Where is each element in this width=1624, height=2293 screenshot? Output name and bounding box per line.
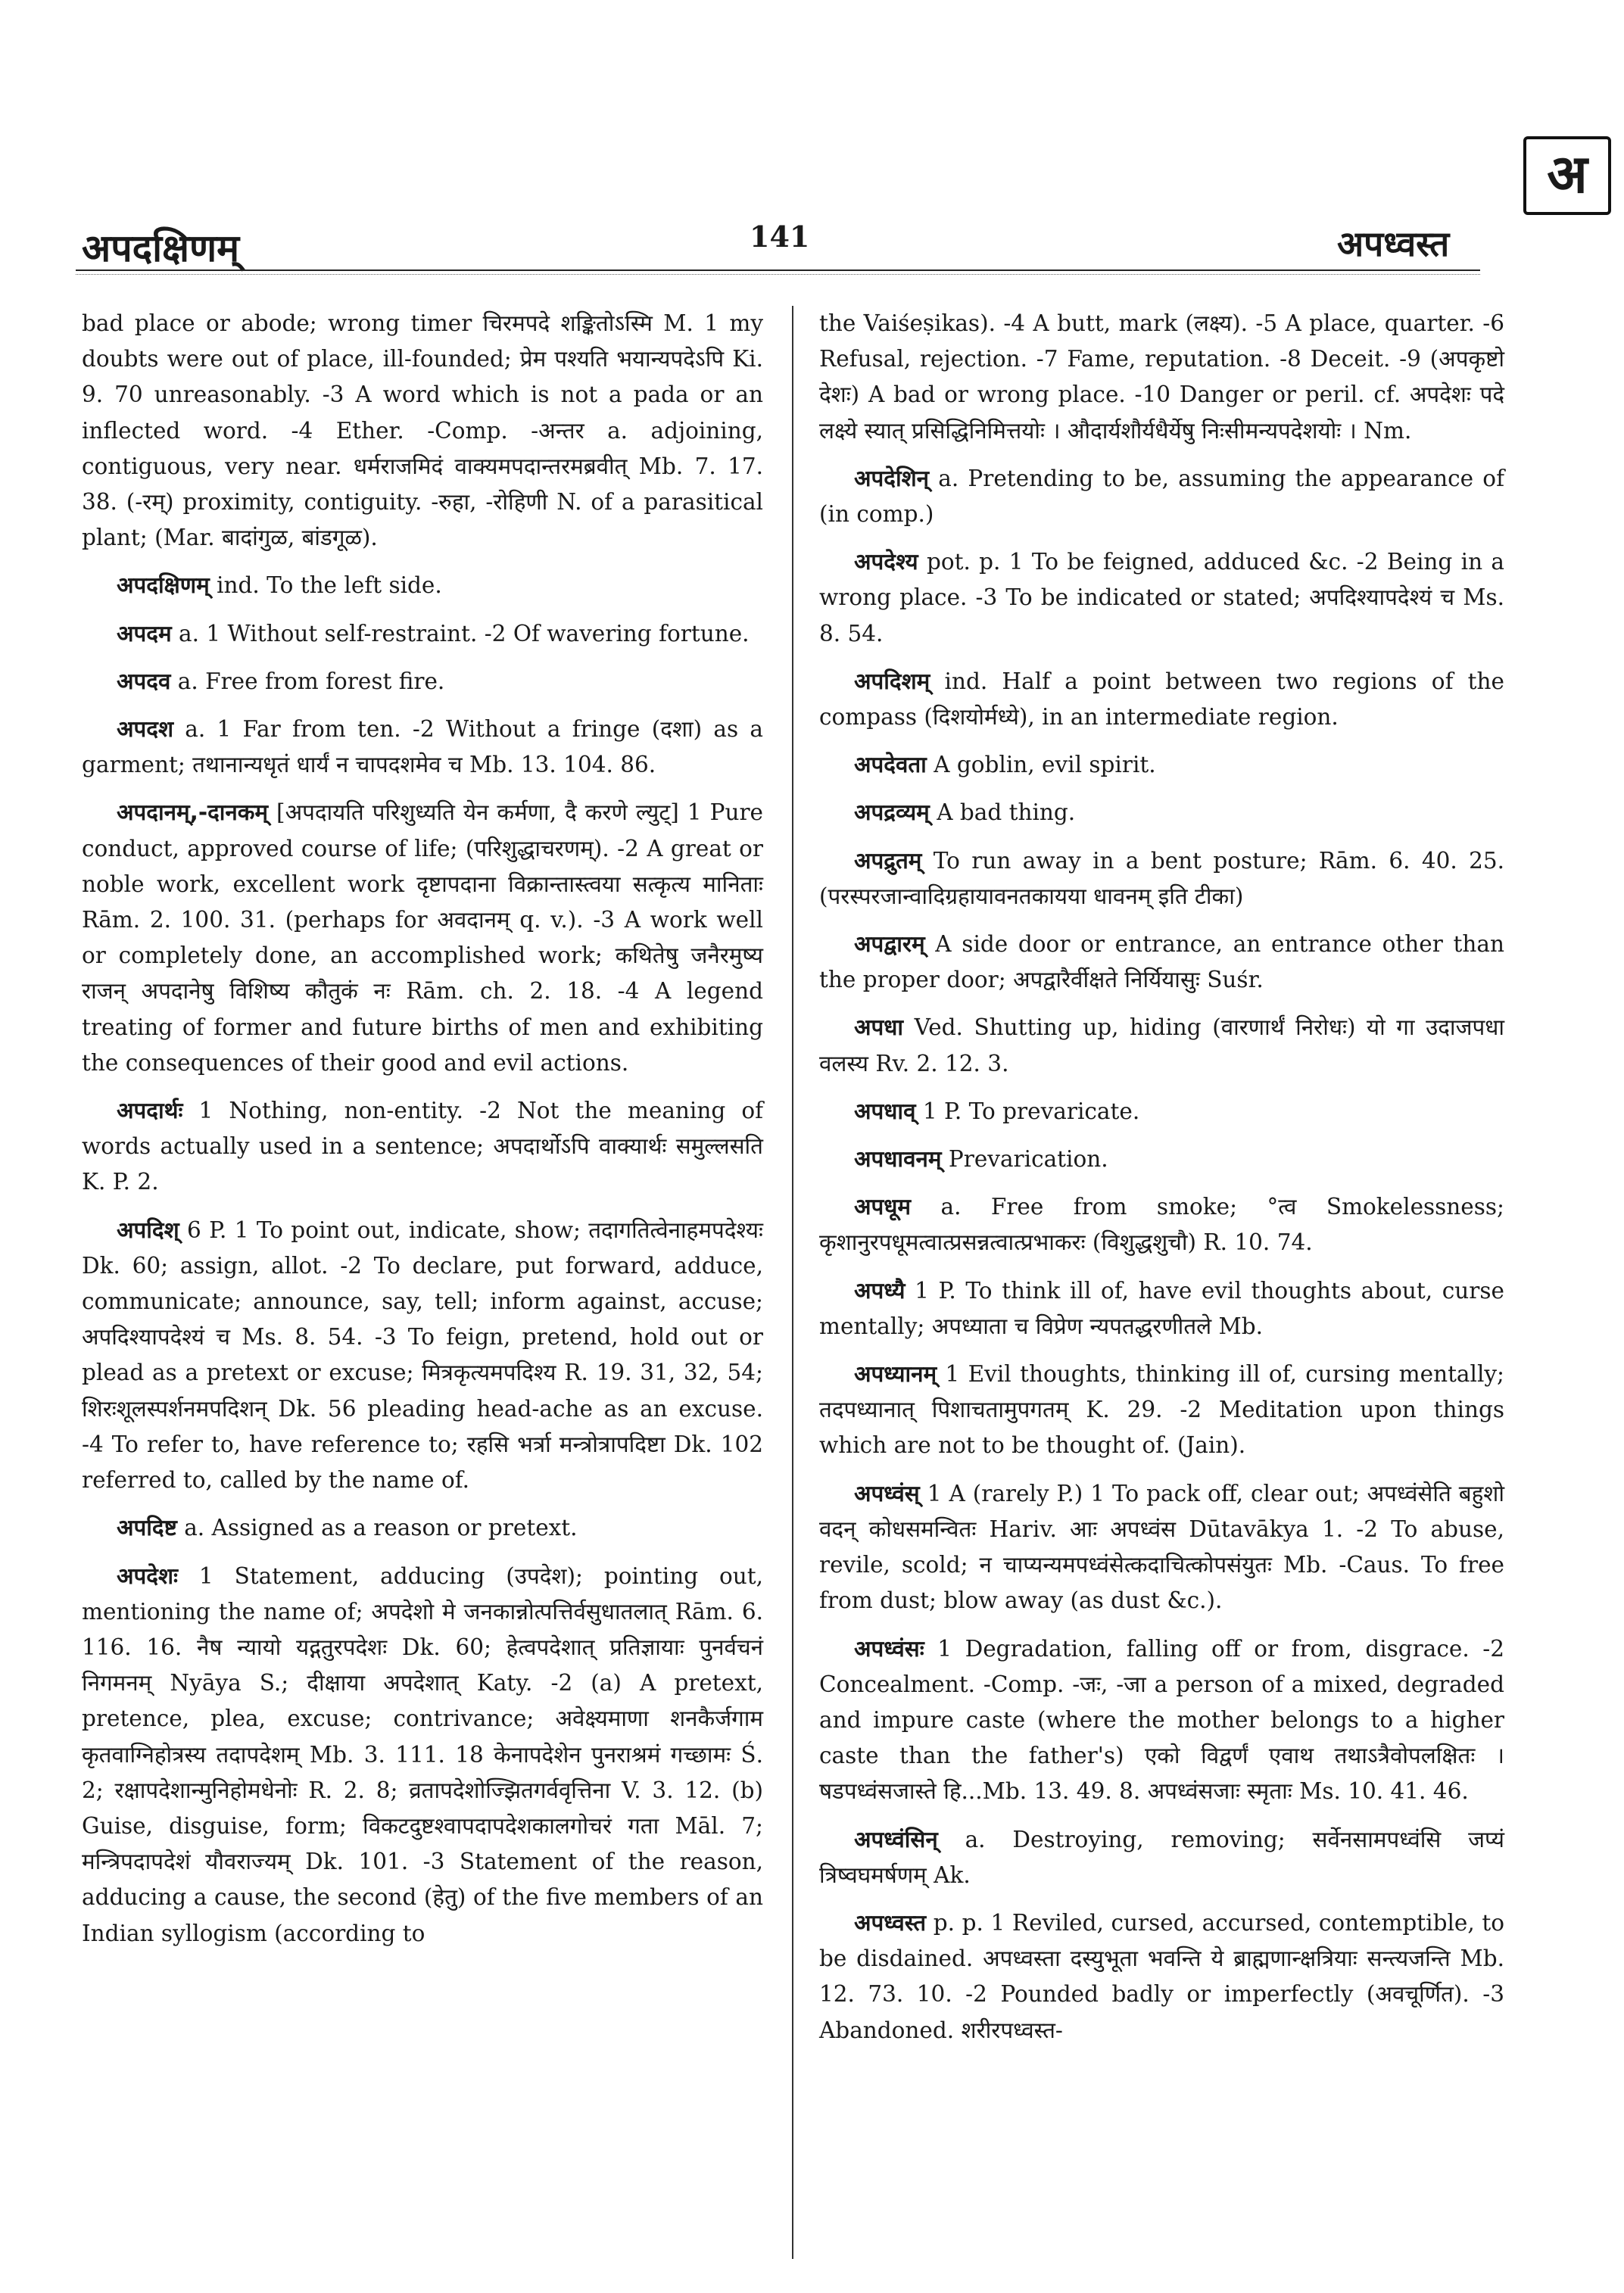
entry-definition: 1 Statement, adducing (उपदेश); pointing out, mentioning the name of; अपदेशो मे जनकान्नोत्पत्तिर्वसुधातलात् Rām. 6. 116. 16. नैष न्यायो यद्गतुरपदेशः Dk. 60; हेत्वपदेशात् प्रतिज्ञायाः पुनर्वचनं निगमनम् Nyāya S.; दीक्षाया अपदेशात् Katy. -2 (a) A pretext, pretence, plea, excuse; contrivance; अवेक्ष्यमाणा शनकैर्जगाम कृतवाग्निहोत्रस्य तदापदेशम् Mb. 3. 111. 18 केनापदेशेन पुनराश्रमं गच्छामः Ś. 2; रक्षापदेशान्मुनिहोमधेनोः R. 2. 8; व्रतापदेशोज्झितगर्ववृत्तिना V. 3. 12. (b) Guise, disguise, form; विकटदुष्टश्वापदापदेशकालगोचरं गता Māl. 7; मन्त्रिपदापदेशं यौवराज्यम् Dk. 101. -3 Statement of the reason, adducing a cause, the second (हेतु) of the five members of an Indian syllogism (according to [82,1562,763,1946]
entry-headword: अपध्यानम् [854,1361,937,1388]
entry-definition: the Vaiśeṣikas). -4 A butt, mark (लक्ष्य). -5 A place, quarter. -6 Refusal, rejection. -7 Fame, reputation. -8 Deceit. -9 (अपकृष्टो देशः) A bad or wrong place. -10 Danger or peril. cf. अपदेशः पदे लक्ष्ये स्यात् प्रसिद्धिनिमित्तयोः । औदार्यशौर्यधैर्येषु निःसीमन्यपदेशयोः । Nm. [819,310,1504,444]
dictionary-entry [82,616,763,652]
entry-headword: अपध्वंसिन् [854,1826,938,1852]
dictionary-entry [819,1905,1504,2048]
entry-definition: pot. p. 1 To be feigned, adduced &c. -2 Being in a wrong place. -3 To be indicated or stated; अपदिश्यापदेश्यं च Ms. 8. 54. [819,549,1504,646]
dictionary-entry [819,1094,1504,1129]
dictionary-entry [819,927,1504,998]
dictionary-entry [82,712,763,783]
dictionary-entry [819,1010,1504,1081]
dictionary-entry [819,544,1504,652]
entry-definition: 1 Nothing, non-entity. -2 Not the meaning of words actually used in a sentence; अपदार्थोऽपि वाक्यार्थः समुल्लसति K. P. 2. [82,1098,763,1195]
dictionary-entry [819,843,1504,914]
entry-definition: 1 Degradation, falling off or from, disgrace. -2 Concealment. -Comp. -जः, -जा a person of a mixed, degraded and impure caste (where the mother belongs to a higher caste than the father's) एको विद्वर्णं एवाथ तथाऽत्रैवोपलक्षितः । षडपध्वंसजास्ते हि...Mb. 13. 49. 8. अपध्वंसजाः स्मृताः Ms. 10. 41. 46. [819,1635,1504,1805]
entry-headword: अपदानम्,-दानकम् [117,799,269,826]
entry-definition: 1 P. To prevaricate. [915,1098,1140,1124]
right-column [819,306,1504,2061]
dictionary-entry [819,1476,1504,1619]
dictionary-entry [82,1093,763,1201]
dictionary-entry [819,1189,1504,1260]
left-guide-word: अपदक्षिणम् [82,226,239,270]
dictionary-entry [82,795,763,1081]
dictionary-entry [82,1559,763,1952]
entry-headword: अपद्रव्यम् [854,799,930,826]
entry-definition: ind. Half a point between two regions of the compass (दिशयोर्मध्ये), in an intermediate region. [819,668,1504,731]
entry-definition: 1 A (rarely P.) 1 To pack off, clear out; अपध्वंसेति बहुशो वदन् कोधसमन्वितः Hariv. आः अपध्वंस Dūtavākya 1. -2 To abuse, revile, scold; न चाप्यन्यमपध्वंसेत्कदाचित्कोपसंयुतः Mb. -Caus. To free from dust; blow away (as dust &c.). [819,1480,1504,1614]
entry-definition: A goblin, evil spirit. [926,752,1156,778]
dictionary-entry [819,306,1504,449]
entry-definition: bad place or abode; wrong timer चिरमपदे शङ्कितोऽस्मि M. 1 my doubts were out of place, ill-founded; प्रेम पश्यति भयान्यपदेऽपि Ki. 9. 70 unreasonably. -3 A word which is not a pada or an inflected word. -4 Ether. -Comp. -अन्तर a. adjoining, contiguous, very near. धर्मराजमिदं वाक्यमपदान्तरमब्रवीत् Mb. 7. 17. 38. (-रम्) proximity, contiguity. -रुहा, -रोहिणी N. of a parasitical plant; (Mar. बादांगुळ, बांडगूळ). [82,310,763,551]
entry-headword: अपद्रुतम् [854,847,922,874]
entry-headword: अपधाव् [854,1098,916,1124]
entry-headword: अपध्यै [854,1277,906,1304]
entry-definition: [अपदायति परिशुध्यति येन कर्मणा, दै करणे ल्युट्] 1 Pure conduct, approved course of life; (परिशुद्धाचरणम्). -2 A great or noble work, excellent work दृष्टापदाना विक्रान्तास्त्वया सत्कृत्य मानिताः Rām. 2. 100. 31. (perhaps for अवदानम् q. v.). -3 A work well or completely done, an accomplished work; कथितेषु जनैरमुष्य राजन् अपदानेषु विशिष्य कौतुकं नः Rām. ch. 2. 18. -4 A legend treating of former and future births of men and exhibiting the consequences of their good and evil actions. [82,799,763,1076]
entry-definition: a. 1 Far from ten. -2 Without a fringe (दशा) as a garment; तथानान्यधृतं धार्यं न चापदशमेव च Mb. 13. 104. 86. [82,716,763,778]
entry-headword: अपध्वंस् [854,1480,920,1506]
entry-headword: अपदक्षिणम् [117,572,210,599]
dictionary-entry [819,664,1504,735]
entry-headword: अपदश [117,716,174,743]
dictionary-entry [819,1357,1504,1464]
dictionary-entry [82,568,763,603]
page-number: 141 [750,220,810,254]
entry-definition: A bad thing. [929,799,1076,826]
entry-headword: अपदेश्य [854,549,918,575]
dictionary-entry [82,306,763,556]
entry-headword: अपदेशिन् [854,465,930,491]
dictionary-entry [819,1822,1504,1893]
dictionary-entry [819,1631,1504,1810]
entry-definition: a. Assigned as a reason or pretext. [176,1515,578,1541]
dictionary-entry [82,1213,763,1499]
entry-definition: p. p. 1 Reviled, cursed, accursed, contemptible, to be disdained. अपध्वस्ता दस्युभूता भवन्ति ये ब्राह्मणान्क्षत्रियाः सन्त्यजन्ति Mb. 12. 73. 10. -2 Pounded badly or imperfectly (अवचूर्णित). -3 Abandoned. शरीरपध्वस्त- [819,1909,1504,2043]
header-rule [76,269,1480,275]
entry-definition: Ved. Shutting up, hiding (वारणार्थं निरोधः) यो गा उदाजपधा वलस्य Rv. 2. 12. 3. [819,1014,1504,1076]
left-column [82,306,763,1964]
entry-definition: A side door or entrance, an entrance other than the proper door; अपद्वारैर्वीक्षते निर्यियासुः Suśr. [819,931,1504,993]
entry-headword: अपदेवता [854,752,927,778]
entry-headword: अपदेशः [117,1562,178,1589]
entry-headword: अपदिशम् [854,668,930,694]
entry-definition: To run away in a bent posture; Rām. 6. 40. 25. (परस्परजान्वादिग्रहायावनतकायया धावनम् इति टीका) [819,847,1504,909]
entry-definition: ind. To the left side. [209,572,442,599]
thumb-index-tab: अ [1523,136,1611,215]
entry-headword: अपदिश् [117,1217,179,1243]
entry-headword: अपध्वस्त [854,1909,927,1936]
entry-headword: अपधूम [854,1194,912,1220]
entry-headword: अपदव [117,668,171,694]
dictionary-entry [819,1273,1504,1344]
dictionary-entry [82,664,763,699]
entry-headword: अपद्वारम् [854,931,925,958]
dictionary-entry [819,1142,1504,1177]
dictionary-entry [819,747,1504,783]
dictionary-entry [82,1510,763,1546]
entry-headword: अपदार्थः [117,1098,183,1124]
entry-definition: a. 1 Without self-restraint. -2 Of wavering fortune. [171,620,750,646]
column-divider [792,306,793,2259]
entry-definition: a. Pretending to be, assuming the appearance of (in comp.) [819,465,1504,528]
entry-headword: अपधावनम् [854,1146,942,1173]
right-guide-word: अपध्वस्त [1337,223,1450,264]
entry-definition: a. Free from smoke; °त्व Smokelessness; कृशानुरपधूमत्वात्प्रसन्नत्वात्प्रभाकरः (विशुद्धशुचौ) R. 10. 74. [819,1194,1504,1256]
entry-headword: अपधा [854,1014,904,1041]
entry-definition: a. Destroying, removing; सर्वेनसामपध्वंसि जप्यं त्रिष्वघमर्षणम् Ak. [819,1826,1504,1888]
dictionary-entry [819,795,1504,830]
entry-definition: a. Free from forest fire. [170,668,445,694]
entry-definition: Prevarication. [941,1146,1108,1173]
entry-definition: 6 P. 1 To point out, indicate, show; तदागतित्वेनाहमपदेश्यः Dk. 60; assign, allot. -2 To declare, put forward, adduce, communicate; announce, say, tell; inform against, accuse; अपदिश्यापदेश्यं च Ms. 8. 54. -3 To feign, pretend, hold out or plead as a pretext or excuse; मित्रकृत्यमपदिश्य R. 19. 31, 32, 54; शिरःशूलस्पर्शनमपदिशन् Dk. 56 pleading head-ache as an excuse. -4 To refer to, have reference to; रहसि भर्त्रा मन्त्रोत्रापदिष्टा Dk. 102 referred to, called by the name of. [82,1217,763,1494]
entry-headword: अपदिष्ट [117,1515,177,1541]
entry-headword: अपदम [117,620,172,646]
dictionary-entry [819,461,1504,532]
entry-headword: अपध्वंसः [854,1635,924,1662]
entry-definition: 1 P. To think ill of, have evil thoughts about, curse mentally; अपध्याता च विप्रेण न्यपतद्धरणीतले Mb. [819,1277,1504,1339]
entry-definition: 1 Evil thoughts, thinking ill of, cursing mentally; तदपध्यानात् पिशाचतामुपगतम् K. 29. -2 Meditation upon things which are not to be thought of. (Jain). [819,1361,1504,1459]
